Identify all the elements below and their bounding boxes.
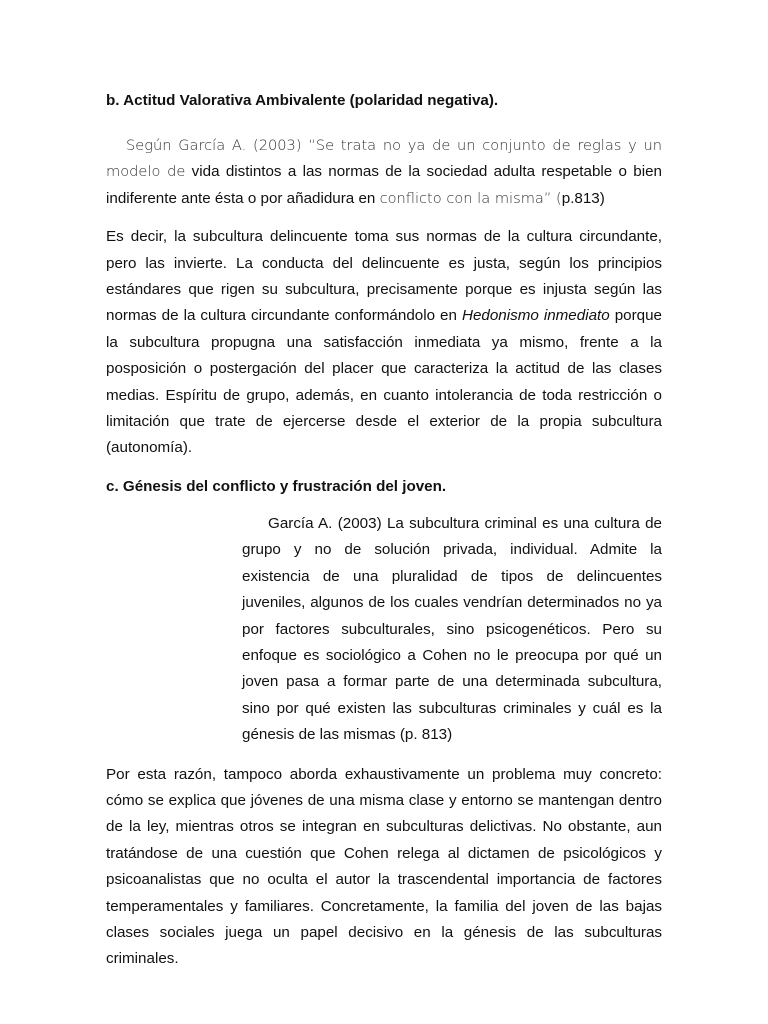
section-b-heading: b. Actitud Valorativa Ambivalente (polaridad negativa). [106,92,499,109]
section-c-paragraph: Por esta razón, tampoco aborda exhaustivamente un problema muy concreto: cómo se explica que jóvenes de una misma clase y entorno se mantengan dentro de la ley, mientras otros se integran en subculturas delictivas. No obstante, aun tratándose de una cuestión que Cohen relega al dictamen de psicológicos y psicoanalistas que no oculta el autor la trascendental importancia de factores temperamentales y familiares. Concretamente, la familia del joven de las bajas clases sociales juega un papel decisivo en la génesis de las subculturas criminales. [106,765,662,968]
document-page [106,88,662,973]
block-quote [242,511,662,749]
section-b-paragraph-2 [106,224,662,462]
quote-text-thin-a: Según García A. (2003) “Se trata no ya de un conjunto de reglas y un modelo de [106,137,662,181]
block-quote-text: García A. (2003) La subcultura criminal es una cultura de grupo y no de solución privada, individual. Admite la existencia de una pluralidad de tipos de delincuentes juveniles, algunos de los cuales vendrían determinados no ya por factores subculturales, sino psicogenéticos. Pero su enfoque es sociológico a Cohen no le preocupa por qué un joven pasa a formar parte de una determinada subcultura, sino por qué existen las subculturas criminales y cuál es la génesis de las mismas (p. 813) [242,514,662,744]
quote-citation: p.813) [561,189,605,207]
section-c-heading: c. Génesis del conflicto y frustración del joven. [106,477,447,495]
quote-text-thin-b: conflicto con la misma” ( [379,189,562,207]
paragraph-2-text-b: porque la subcultura propugna una satisfacción inmediata ya mismo, frente a la posposición o postergación del placer que caracteriza la actitud de las clases medias. Espíritu de grupo, además, en cuanto intolerancia de toda restricción o limitación que trate de ejercerse desde el exterior de la propia subcultura (autonomía). [106,307,662,457]
hedonismo-emphasis: Hedonismo inmediato [461,307,610,325]
section-b-paragraph-1 [106,133,662,212]
quote-text-normal: vida distintos a las normas de la sociedad adulta respetable o bien indiferente ante ésta o por añadidura en [106,163,662,207]
paragraph-2-text-a: Es decir, la subcultura delincuente toma sus normas de la cultura circundante, pero las invierte. La conducta del delincuente es justa, según los principios estándares que rigen su subcultura, precisamente porque es injusta según las normas de la cultura circundante conformándolo en [106,228,662,325]
